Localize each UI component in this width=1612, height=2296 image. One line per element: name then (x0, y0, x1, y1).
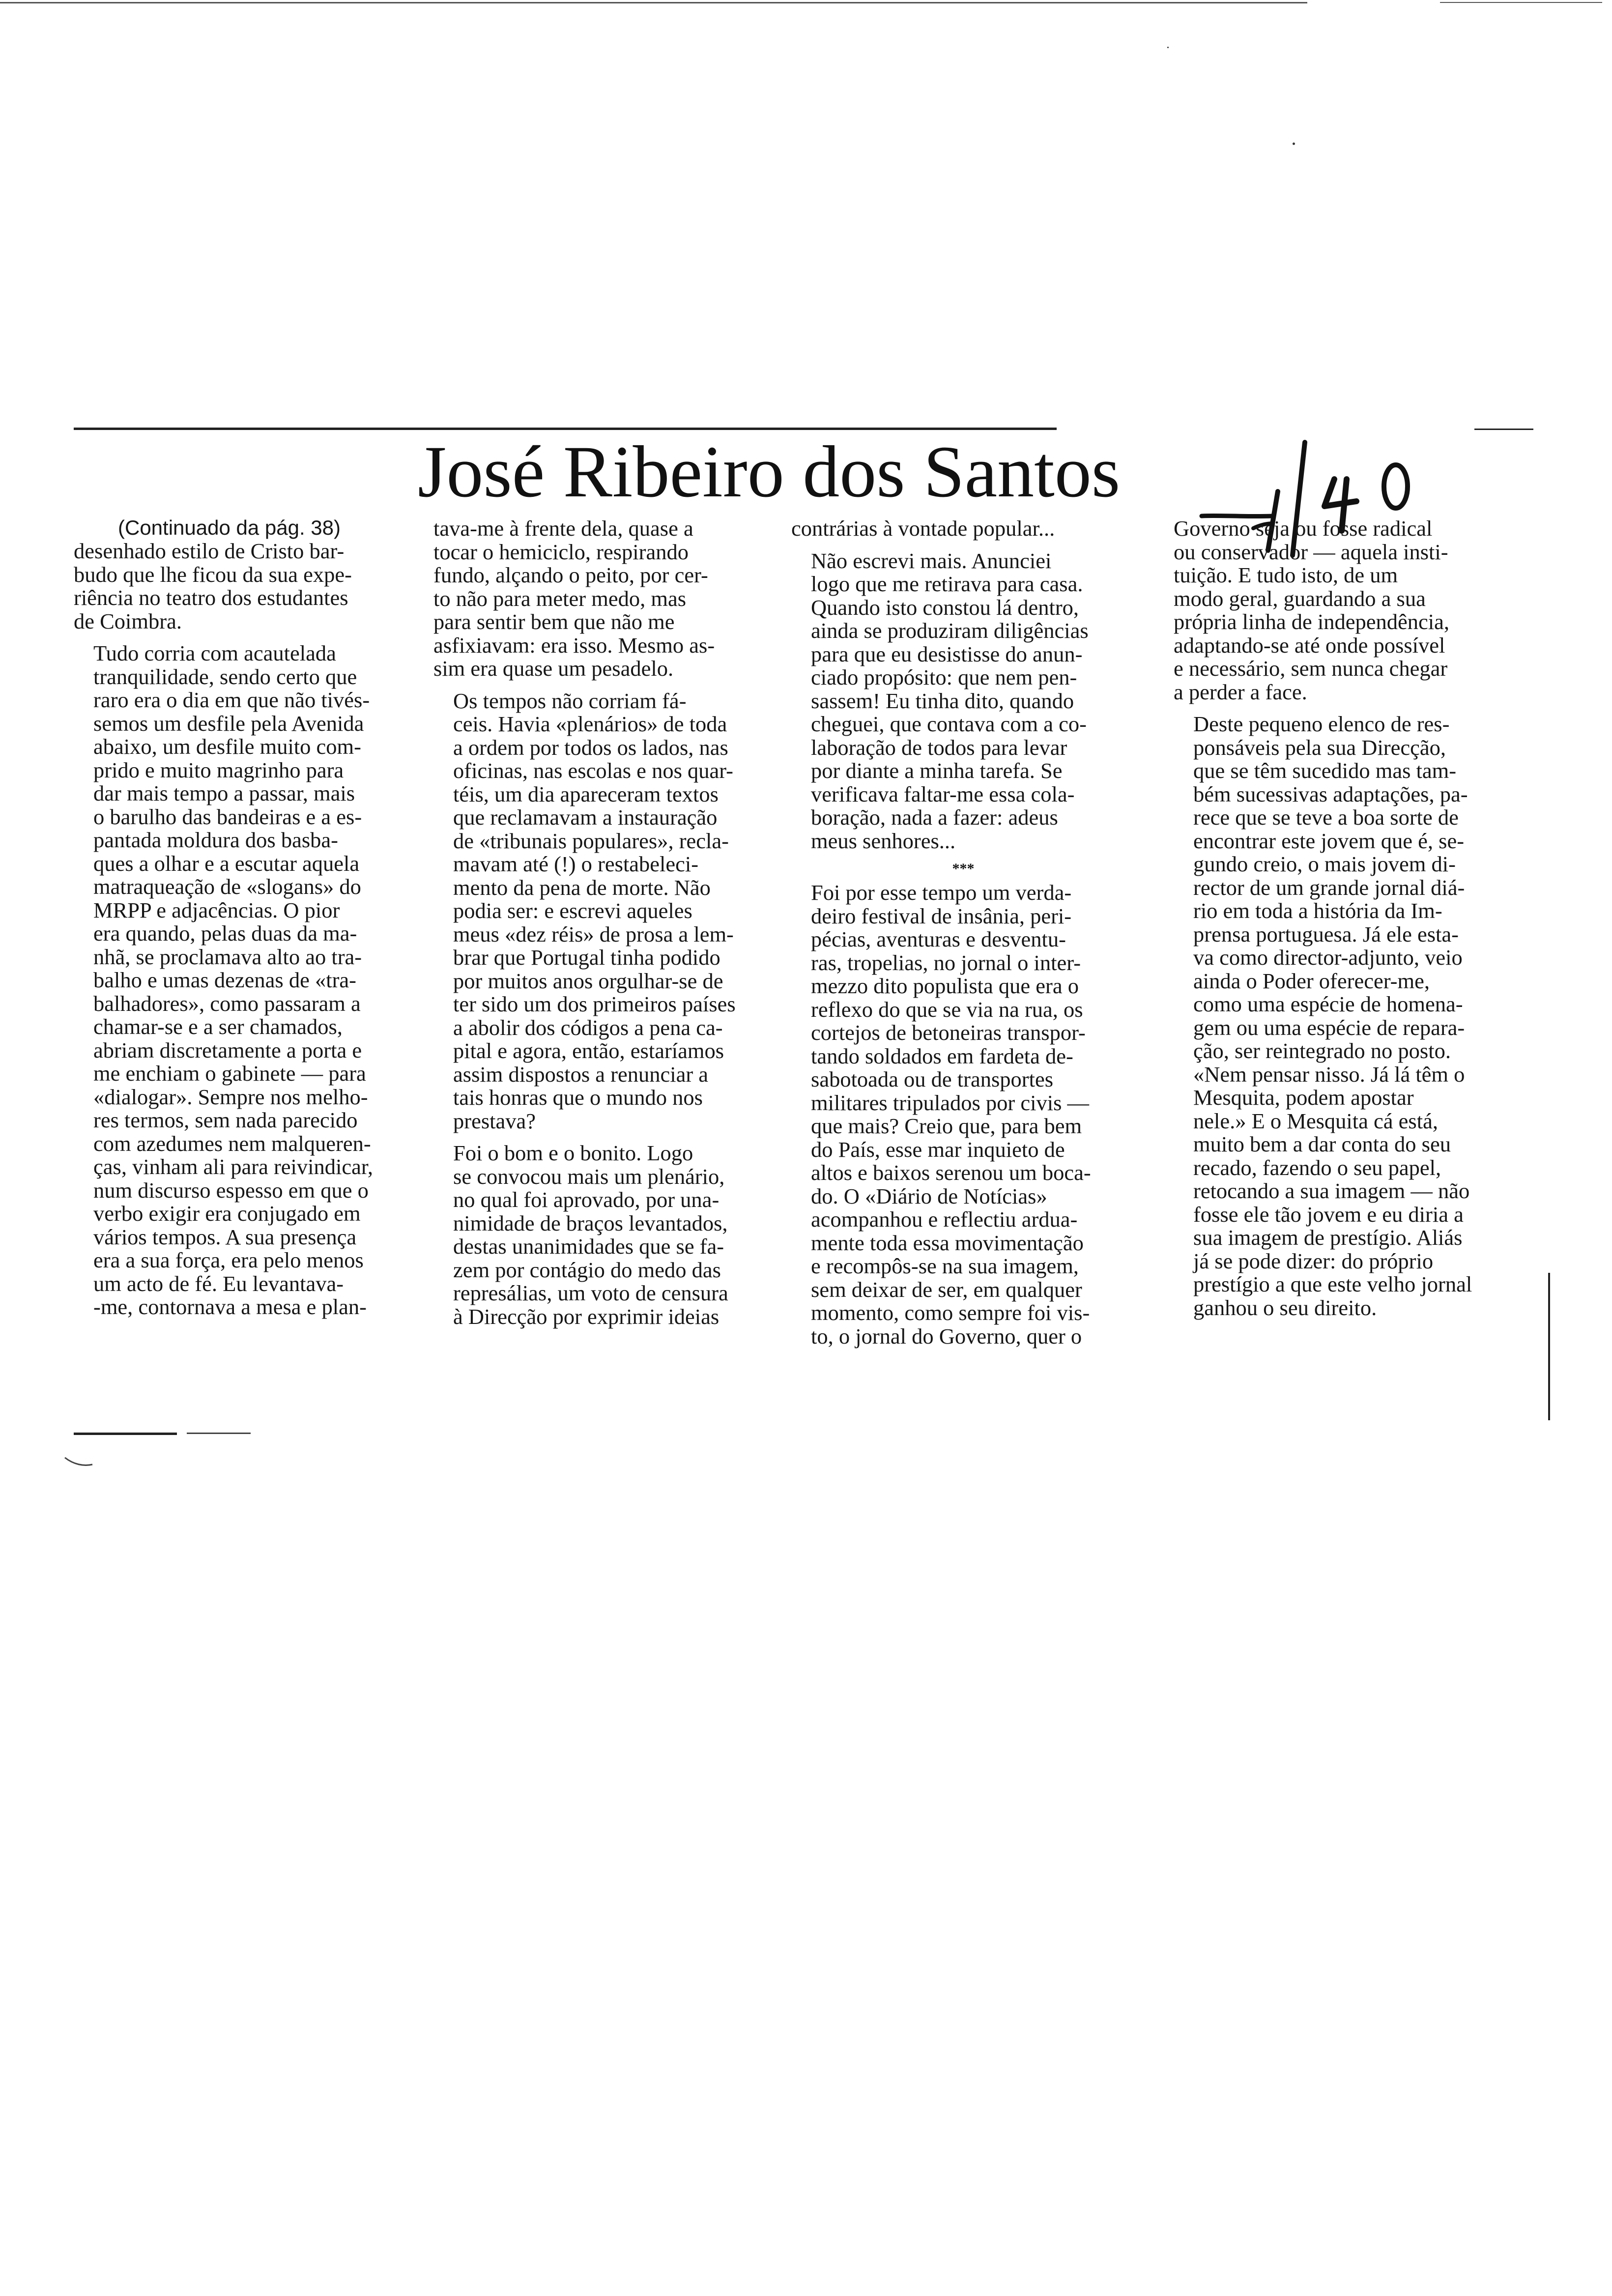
text-line: num discurso espesso em que o (93, 1177, 369, 1203)
text-line: represálias, um voto de censura (453, 1281, 728, 1305)
text-line: prensa portuguesa. Já ele esta- (1193, 921, 1459, 947)
text-line: ças, vinham ali para reivindicar, (93, 1154, 374, 1179)
text-line: encontrar este jovem que é, se- (1193, 828, 1465, 853)
text-line: chamar-se e a ser chamados, (93, 1014, 343, 1039)
text-line: reflexo do que se via na rua, os (811, 997, 1083, 1022)
text-line: abaixo, um desfile muito com- (93, 734, 361, 759)
text-line: Mesquita, podem apostar (1193, 1085, 1414, 1110)
text-line: verificava faltar-me essa cola- (811, 781, 1075, 806)
text-line: brar que Portugal tinha podido (453, 945, 720, 970)
text-line: balho e umas dezenas de «tra- (93, 968, 356, 992)
text-line: «Nem pensar nisso. Já lá têm o (1193, 1062, 1465, 1087)
text-line: à Direcção por exprimir ideias (453, 1304, 720, 1329)
text-line: que se têm sucedido mas tam- (1193, 758, 1457, 783)
article-paragraph (791, 517, 1135, 541)
text-line: vários tempos. A sua presença (93, 1224, 357, 1249)
text-line: momento, como sempre foi vis- (811, 1300, 1090, 1325)
text-line: desenhado estilo de Cristo bar- (74, 539, 345, 563)
text-line: zem por contágio do medo das (453, 1257, 721, 1282)
text-line: rece que se teve a boa sorte de (1193, 805, 1459, 830)
text-line: altos e baixos serenou um boca- (811, 1160, 1091, 1185)
text-line: asfixiavam: era isso. Mesmo as- (433, 632, 715, 658)
text-line: pécias, aventuras e desventu- (811, 927, 1066, 951)
scan-edge-line (1440, 2, 1602, 3)
text-line: que mais? Creio que, para bem (811, 1114, 1082, 1138)
text-line: tais honras que o mundo nos (453, 1085, 703, 1110)
text-line: Foi o bom e o bonito. Logo (453, 1141, 693, 1165)
article-paragraph (74, 642, 413, 1319)
text-line: «dialogar». Sempre nos melho- (93, 1084, 368, 1109)
text-line: mavam até (!) o restabeleci- (453, 852, 699, 876)
text-line: por diante a minha tarefa. Se (811, 758, 1063, 783)
text-line: por muitos anos orgulhar-se de (453, 968, 723, 993)
text-line: to, o jornal do Governo, quer o (811, 1323, 1082, 1349)
text-line: de «tribunais populares», recla- (453, 828, 729, 853)
text-line: balhadores», como passaram a (93, 991, 361, 1016)
article-paragraph (433, 1142, 777, 1328)
text-line: tranquilidade, sendo certo que (93, 664, 357, 689)
text-line: to não para meter medo, mas (433, 586, 687, 611)
text-line: tando soldados em fardeta de- (811, 1043, 1073, 1068)
text-line: ção, ser reintegrado no posto. (1193, 1038, 1451, 1063)
column-end-rule (187, 1433, 251, 1434)
text-line: Deste pequeno elenco de res- (1193, 712, 1450, 736)
text-line: de Coimbra. (74, 608, 182, 633)
text-line: gem ou uma espécie de repara- (1193, 1015, 1465, 1040)
text-line: já se pode dizer: do próprio (1193, 1248, 1434, 1273)
scan-edge-line (1548, 1273, 1550, 1420)
article-paragraph (791, 549, 1135, 853)
text-line: prido e muito magrinho para (93, 757, 344, 782)
text-line: Quando isto constou lá dentro, (811, 595, 1079, 620)
text-line: podia ser: e escrevi aqueles (453, 898, 692, 923)
text-line: com azedumes nem malqueren- (93, 1131, 371, 1156)
text-line: e necessário, sem nunca chegar (1174, 656, 1448, 681)
text-line: retocando a sua imagem — não (1193, 1178, 1470, 1203)
text-line: mente toda essa movimentação (811, 1230, 1084, 1255)
text-line: sassem! Eu tinha dito, quando (811, 688, 1074, 713)
text-line: oficinas, nas escolas e nos quar- (453, 758, 734, 783)
article-paragraph (1174, 713, 1518, 1320)
text-line: fundo, alçando o peito, por cer- (433, 563, 708, 587)
text-line: ciado propósito: que nem pen- (811, 665, 1077, 689)
text-line: laboração de todos para levar (811, 735, 1067, 760)
text-line: se convocou mais um plenário, (453, 1164, 725, 1189)
text-line: adaptando-se até onde possível (1174, 632, 1445, 658)
text-line: raro era o dia em que não tivés- (93, 688, 370, 712)
text-line: matraqueação de «slogans» do (93, 874, 361, 899)
text-line: do. O «Diário de Notícias» (811, 1183, 1047, 1208)
article-column-1 (74, 540, 413, 1328)
text-line: prestava? (453, 1108, 536, 1133)
text-line: nele.» E o Mesquita cá está, (1193, 1108, 1438, 1133)
text-line: deiro festival de insânia, peri- (811, 903, 1072, 928)
text-line: pital e agora, então, estaríamos (453, 1038, 724, 1063)
text-line: muito bem a dar conta do seu (1193, 1132, 1451, 1156)
text-line: do País, esse mar inquieto de (811, 1137, 1065, 1162)
text-line: téis, um dia apareceram textos (453, 781, 719, 806)
text-line: militares tripulados por civis — (811, 1090, 1090, 1115)
text-line: fosse ele tão jovem e eu diria a (1193, 1202, 1464, 1227)
article-paragraph (433, 517, 777, 681)
text-line: me enchiam o gabinete — para (93, 1061, 366, 1086)
text-line: ganhou o seu direito. (1193, 1295, 1377, 1320)
scan-edge-line (0, 2, 1307, 3)
text-line: Governo seja ou fosse radical (1174, 516, 1433, 541)
text-line: -me, contornava a mesa e plan- (93, 1294, 367, 1319)
text-line: rio em toda a história da Im- (1193, 898, 1442, 923)
text-line: a perder a face. (1174, 679, 1307, 704)
text-line: tocar o hemiciclo, respirando (433, 539, 689, 564)
text-line: contrárias à vontade popular... (791, 516, 1055, 541)
text-line: para sentir bem que não me (433, 609, 675, 634)
text-line: no qual foi aprovado, por una- (453, 1187, 720, 1212)
text-line: va como director-adjunto, veio (1193, 945, 1463, 970)
article-paragraph (74, 540, 413, 633)
text-line: era a sua força, era pelo menos (93, 1248, 364, 1272)
text-line: MRPP e adjacências. O pior (93, 897, 340, 922)
text-line: cortejos de betoneiras transpor- (811, 1020, 1086, 1045)
text-line: assim dispostos a renunciar a (453, 1062, 709, 1087)
text-line: Foi por esse tempo um verda- (811, 880, 1072, 905)
text-line: modo geral, guardando a sua (1174, 586, 1426, 611)
text-line: um acto de fé. Eu levantava- (93, 1271, 344, 1296)
text-line: ainda o Poder oferecer-me, (1193, 968, 1430, 993)
text-line: a abolir dos códigos a pena ca- (453, 1015, 723, 1040)
text-line: dar mais tempo a passar, mais (93, 781, 355, 805)
text-line: sua imagem de prestígio. Aliás (1193, 1225, 1463, 1250)
text-line: ceis. Havia «plenários» de toda (453, 712, 727, 736)
article-column-4 (1174, 517, 1518, 1328)
text-line: ras, tropelias, no jornal o inter- (811, 950, 1081, 975)
article-column-3 (791, 517, 1135, 1357)
text-line: como uma espécie de homena- (1193, 992, 1463, 1016)
text-line: tava-me à frente dela, quase a (433, 516, 693, 541)
text-line: verbo exigir era conjugado em (93, 1201, 361, 1226)
scan-speck (1293, 143, 1295, 145)
text-line: sim era quase um pesadelo. (433, 656, 674, 681)
text-line: que reclamavam a instauração (453, 805, 718, 830)
text-line: logo que me retirava para casa. (811, 572, 1083, 596)
text-line: a ordem por todos os lados, nas (453, 735, 728, 760)
text-line: destas unanimidades que se fa- (453, 1234, 724, 1259)
text-line: ou conservador — aquela insti- (1174, 539, 1448, 564)
text-line: mento da pena de morte. Não (453, 875, 711, 900)
column-end-rule (74, 1433, 177, 1435)
text-line: cheguei, que contava com a co- (811, 712, 1087, 736)
text-line: tuição. E tudo isto, de um (1174, 563, 1398, 587)
text-line: bém sucessivas adaptações, pa- (1193, 781, 1468, 806)
text-line: ter sido um dos primeiros países (453, 992, 736, 1016)
text-line: o barulho das bandeiras e a es- (93, 804, 362, 829)
scan-mark (64, 1455, 93, 1469)
text-line: pantada moldura dos basba- (93, 828, 338, 852)
text-line: e recompôs-se na sua imagem, (811, 1254, 1079, 1278)
text-line: acompanhou e reflectiu ardua- (811, 1207, 1078, 1232)
text-line: recado, fazendo o seu papel, (1193, 1155, 1441, 1180)
text-line: abriam discretamente a porta e (93, 1037, 362, 1062)
text-line: gundo creio, o mais jovem di- (1193, 852, 1456, 876)
text-line: meus «dez réis» de prosa a lem- (453, 921, 734, 947)
text-line: meus senhores... (811, 828, 956, 853)
text-line: para que eu desistisse do anun- (811, 641, 1083, 666)
text-line: riência no teatro dos estudantes (74, 585, 348, 610)
text-line: semos um desfile pela Avenida (93, 711, 364, 736)
text-line: nimidade de braços levantados, (453, 1210, 728, 1235)
text-line: rector de um grande jornal diá- (1193, 875, 1465, 900)
text-line: nhã, se proclamava alto ao tra- (93, 944, 362, 969)
scan-speck (1167, 47, 1169, 48)
continuation-note: (Continuado da pág. 38) (118, 516, 341, 539)
article-paragraph (433, 689, 777, 1133)
headline-rule (74, 428, 1057, 430)
text-line: Os tempos não corriam fá- (453, 688, 687, 713)
text-line: ainda se produziram diligências (811, 618, 1089, 643)
text-line: mezzo dito populista que era o (811, 974, 1079, 998)
article-paragraph (1174, 517, 1518, 704)
text-line: Não escrevi mais. Anunciei (811, 548, 1052, 573)
text-line: sabotoada ou de transportes (811, 1067, 1054, 1091)
text-line: prestígio a que este velho jornal (1193, 1272, 1472, 1296)
text-line: sem deixar de ser, em qualquer (811, 1277, 1082, 1302)
text-line: ques a olhar e a escutar aquela (93, 851, 360, 876)
text-line: era quando, pelas duas da ma- (93, 921, 357, 946)
text-line: própria linha de independência, (1174, 609, 1449, 634)
article-column-2 (433, 517, 777, 1337)
text-line: boração, nada a fazer: adeus (811, 805, 1058, 830)
section-separator: *** (952, 861, 975, 877)
text-line: res termos, sem nada parecido (93, 1108, 358, 1132)
text-line: budo que lhe ficou da sua expe- (74, 562, 352, 587)
headline-rule (1474, 429, 1533, 430)
article-paragraph (791, 881, 1135, 1348)
text-line: ponsáveis pela sua Direcção, (1193, 735, 1446, 760)
text-line: Tudo corria com acautelada (93, 641, 336, 665)
article-author-headline: José Ribeiro dos Santos (418, 431, 1121, 513)
